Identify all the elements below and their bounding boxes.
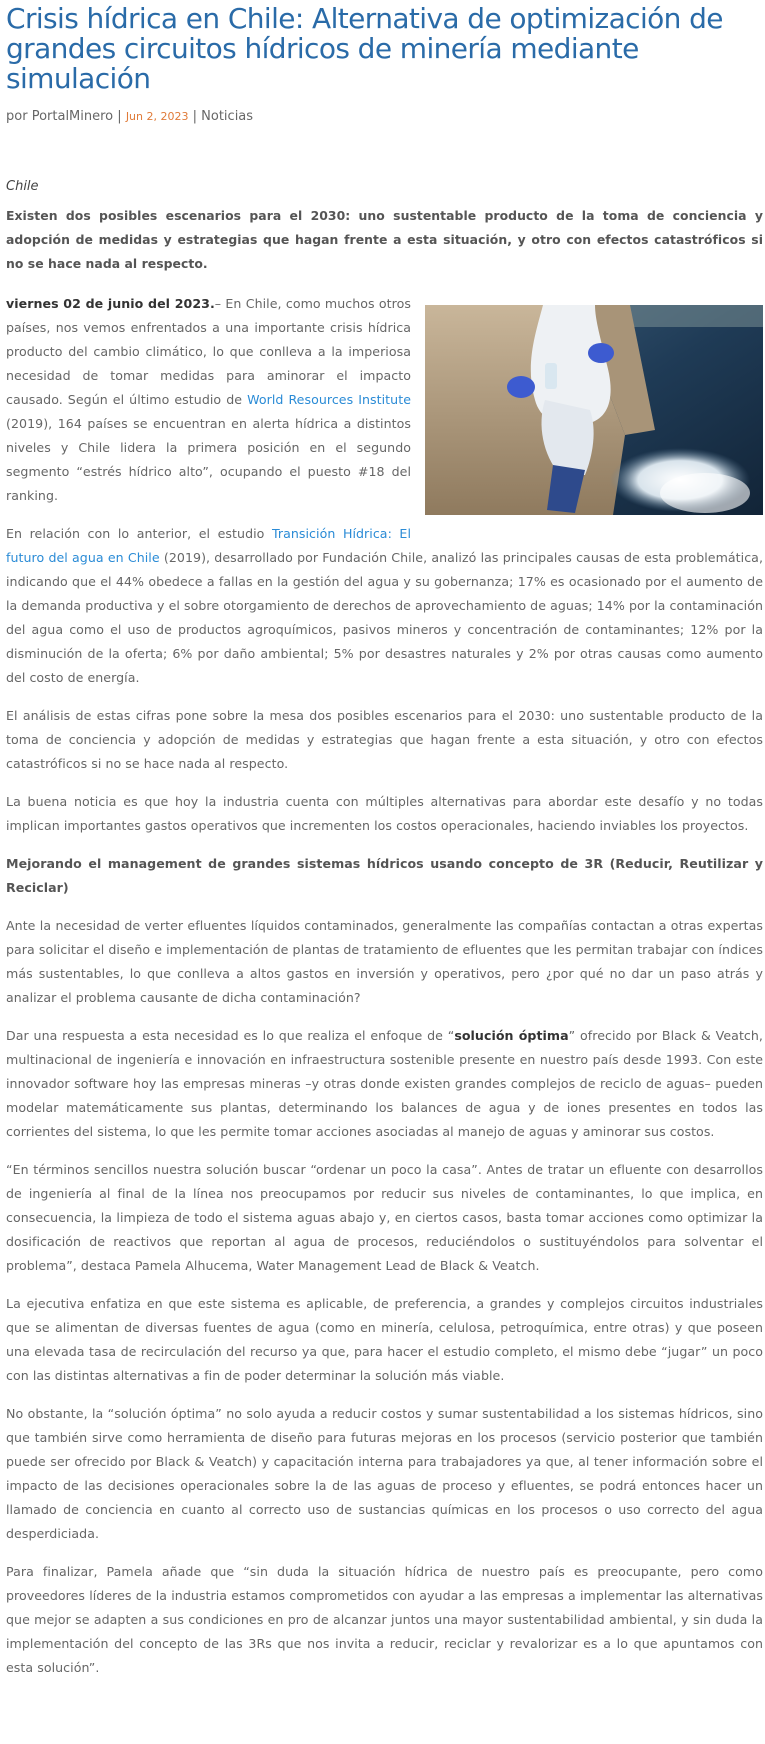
paragraph-text: Dar una respuesta a esta necesidad es lo que realiza el enfoque de “ — [6, 1028, 455, 1043]
meta-separator: | — [117, 109, 122, 124]
by-label: por — [6, 109, 28, 124]
paragraph-2 — [6, 522, 763, 690]
transicion-hidrica-link[interactable]: Transición Hídrica: El futuro del agua en Chile — [6, 526, 411, 565]
publish-date: Jun 2, 2023 — [125, 110, 189, 123]
paragraph-8: La ejecutiva enfatiza en que este sistema es aplicable, de preferencia, a grandes y complejos circuitos industriales que se alimentan de diversas fuentes de agua (como en minería, celulosa, petroquímica, entre otras) y que poseen una elevada tasa de recirculación del recurso ya que, para hacer el estudio completo, el mismo debe “jugar” un poco con las distintas alternativas a fin de poder determinar la solución más viable. — [6, 1296, 763, 1383]
paragraph-3: El análisis de estas cifras pone sobre la mesa dos posibles escenarios para el 2030: uno sustentable producto de la toma de conciencia y adopción de medidas y estrategias que hagan frente a esta situación, y otro con efectos catastróficos si no se hace nada al respecto. — [6, 708, 763, 771]
paragraph-1 — [6, 292, 763, 508]
wri-link[interactable]: World Resources Institute — [247, 392, 411, 407]
paragraph-text: (2019), desarrollado por Fundación Chile, analizó las principales causas de esta problemática, indicando que el 44% obedece a fallas en la gestión del agua y su gobernanza; 17% es ocasionado por el aumento de la demanda productiva y el sobre otorgamiento de derechos de aprovechamiento de aguas; 14% por la contaminación del agua como el uso de productos agroquímicos, pasivos mineros y concentración de contaminantes; 12% por la disminución de la oferta; 6% por daño ambiental; 5% por desastres naturales y 2% por otras causas como aumento del costo de energía. — [6, 550, 764, 685]
article-photo — [425, 305, 763, 515]
article-location: Chile — [6, 179, 39, 194]
paragraph-6 — [6, 1024, 763, 1144]
paragraph-date: viernes 02 de junio del 2023. — [6, 296, 215, 311]
paragraph-5: Ante la necesidad de verter efluentes líquidos contaminados, generalmente las compañías contactan a otras expertas para solicitar el diseño e implementación de plantas de tratamiento de efluentes que les permitan trabajar con índices más sustentables, lo que conlleva a altos gastos en inversión y operativos, pero ¿por qué no dar un paso atrás y analizar el problema causante de dicha contaminación? — [6, 918, 763, 1005]
paragraph-text: ” ofrecido por Black & Veatch, multinacional de ingeniería e innovación en infraestructura sostenible presente en nuestro país desde 1993. Con este innovador software hoy las empresas mineras –y otras donde existen grandes complejos de reciclo de aguas– pueden modelar matemáticamente sus plantas, determinando los balances de agua y de iones presentes en todos las corrientes del sistema, lo que les permite tomar acciones asociadas al manejo de aguas y aminorar sus costos. — [6, 1028, 763, 1139]
paragraph-text: En relación con lo anterior, el estudio — [6, 526, 272, 541]
paragraph-9: No obstante, la “solución óptima” no solo ayuda a reducir costos y sumar sustentabilidad a los sistemas hídricos, sino que también sirve como herramienta de diseño para futuras mejoras en los procesos (servicio posterior que también puede ser ofrecido por Black & Veatch) y capacitación interna para trabajadores ya que, al tener información sobre el impacto de las decisiones operacionales sobre la de las aguas de proceso y efluentes, se podrá entonces hacer un llamado de conciencia en cuanto al correcto uso de sustancias químicas en los procesos o uso correcto del agua desperdiciada. — [6, 1406, 763, 1541]
category-link[interactable]: Noticias — [201, 109, 254, 124]
paragraph-7: “En términos sencillos nuestra solución buscar “ordenar un poco la casa”. Antes de tratar un efluente con desarrollos de ingeniería al final de la línea nos preocupamos por reducir sus niveles de contaminantes, lo que implica, en consecuencia, la limpieza de todo el sistema aguas abajo y, en ciertos casos, basta tomar acciones como optimizar la dosificación de reactivos que reportan al agua de procesos, reduciéndolos o sustituyéndolos para solventar el problema”, destaca Pamela Alhucema, Water Management Lead de Black & Veatch. — [6, 1162, 763, 1273]
meta-separator: | — [192, 109, 198, 124]
article-lead: Existen dos posibles escenarios para el 2030: uno sustentable producto de la toma de conciencia y adopción de medidas y estrategias que hagan frente a esta situación, y otro con efectos catastróficos si no se hace nada al respecto. — [6, 208, 763, 271]
paragraph-text: – En Chile, como muchos otros países, nos vemos enfrentados a una importante crisis hídrica producto del cambio climático, lo que conlleva a la imperiosa necesidad de tomar medidas para aminorar el impacto causado. Según el último estudio de — [6, 296, 411, 407]
solucion-optima-bold: solución óptima — [454, 1028, 569, 1043]
section-heading: Mejorando el management de grandes sistemas hídricos usando concepto de 3R (Reducir, Reutilizar y Reciclar) — [6, 856, 763, 895]
paragraph-10: Para finalizar, Pamela añade que “sin duda la situación hídrica de nuestro país es preocupante, pero como proveedores líderes de la industria estamos comprometidos con ayudar a las empresas a implementar las alternativas que mejor se adapten a sus condiciones en pro de alcanzar juntos una mayor sustentabilidad ambiental, y sin duda la implementación del concepto de las 3Rs que nos invita a reducir, reciclar y revalorizar es a lo que apuntamos con esta solución”. — [6, 1564, 763, 1675]
paragraph-4: La buena noticia es que hoy la industria cuenta con múltiples alternativas para abordar este desafío y no todas implican importantes gastos operativos que incrementen los costos operacionales, haciendo inviables los proyectos. — [6, 794, 763, 833]
author-link[interactable]: PortalMinero — [31, 109, 114, 124]
paragraph-text: (2019), 164 países se encuentran en alerta hídrica a distintos niveles y Chile lidera la primera posición en el segundo segmento “estrés hídrico alto”, ocupando el puesto #18 del ranking. — [6, 416, 411, 503]
article-title: Crisis hídrica en Chile: Alternativa de optimización de grandes circuitos hídricos de minería mediante simulación — [6, 2, 723, 95]
article-meta — [6, 108, 763, 126]
